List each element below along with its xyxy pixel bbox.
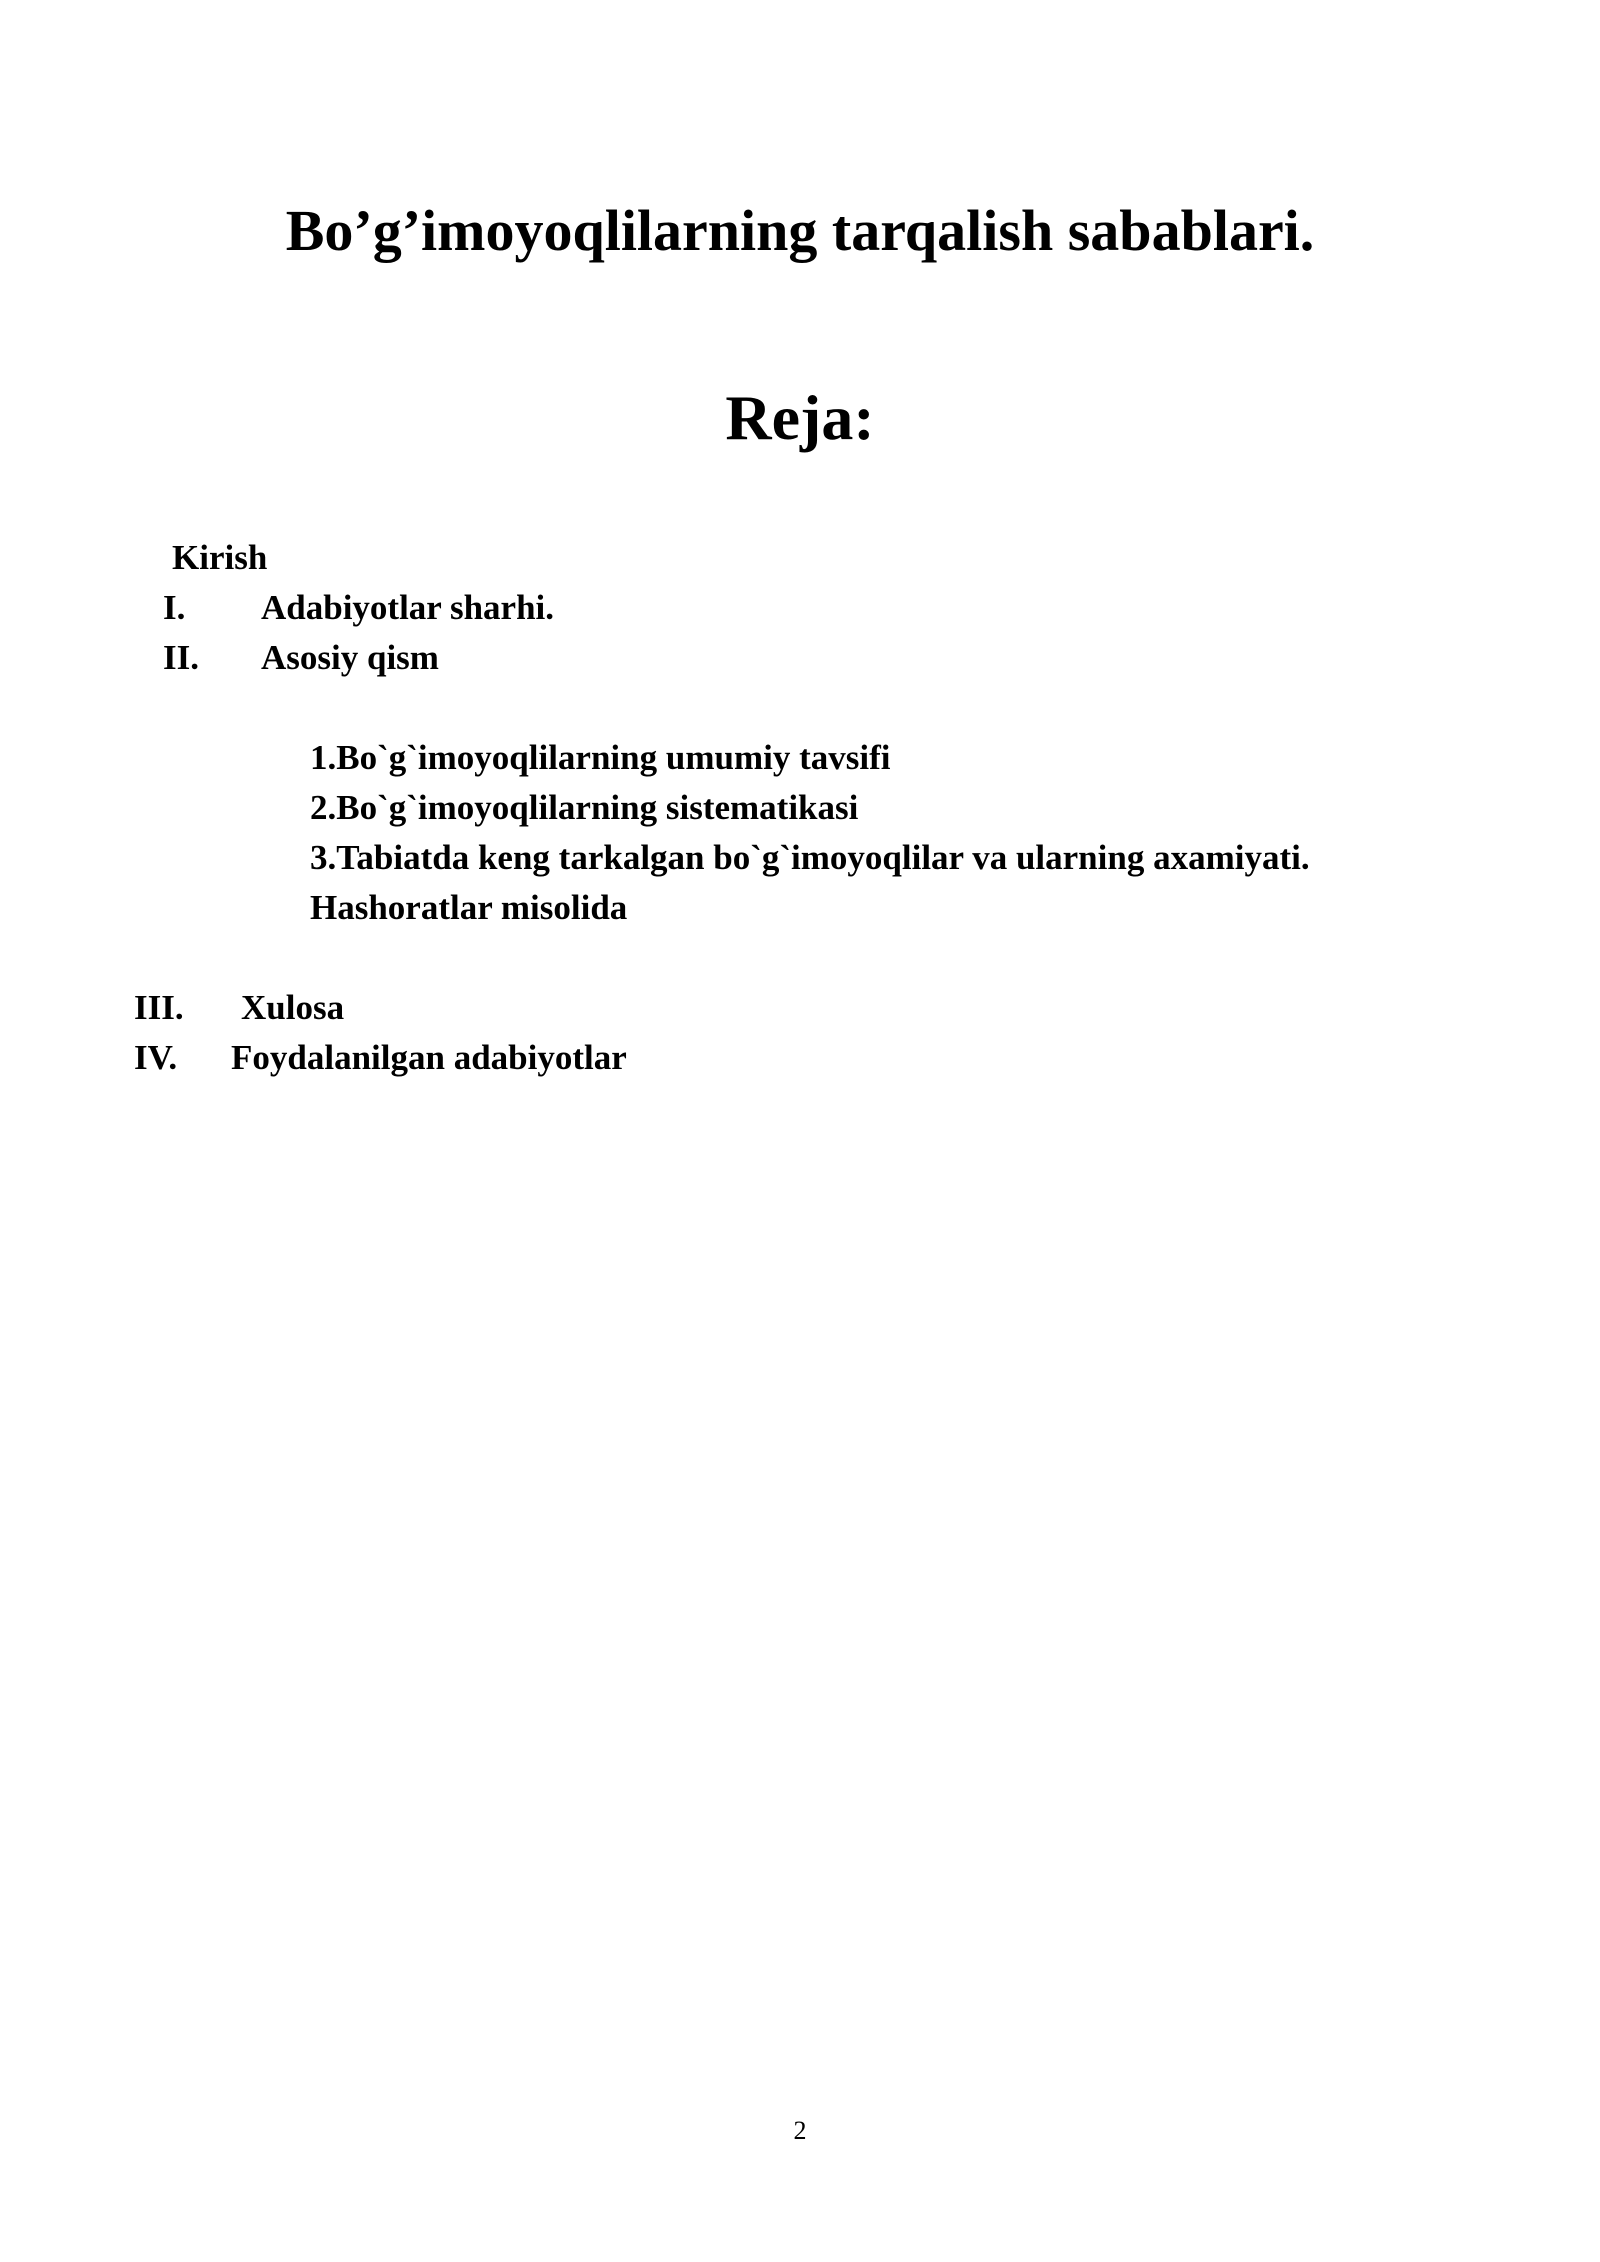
plan-heading: Reja: xyxy=(725,382,875,453)
section-numeral: II. xyxy=(163,638,199,677)
subsection-continuation: Hashoratlar misolida xyxy=(310,888,628,927)
section-numeral: I. xyxy=(163,588,186,627)
section-numeral: IV. xyxy=(134,1038,178,1077)
section-label: Foydalanilgan adabiyotlar xyxy=(231,1038,627,1077)
page-number: 2 xyxy=(793,2116,807,2145)
section-label: Xulosa xyxy=(241,988,345,1027)
subsection-item: 1.Bo`g`imoyoqlilarning umumiy tavsifi xyxy=(310,738,891,777)
subsection-item: 3.Tabiatda keng tarkalgan bo`g`imoyoqlilar va ularning axamiyati. xyxy=(310,838,1310,877)
intro-item: Kirish xyxy=(172,538,268,577)
subsection-item: 2.Bo`g`imoyoqlilarning sistematikasi xyxy=(310,788,859,827)
section-numeral: III. xyxy=(134,988,184,1027)
document-title: Bo’g’imoyoqlilarning tarqalish sabablari. xyxy=(285,198,1315,263)
section-label: Asosiy qism xyxy=(261,638,439,677)
section-label: Adabiyotlar sharhi. xyxy=(261,588,555,627)
